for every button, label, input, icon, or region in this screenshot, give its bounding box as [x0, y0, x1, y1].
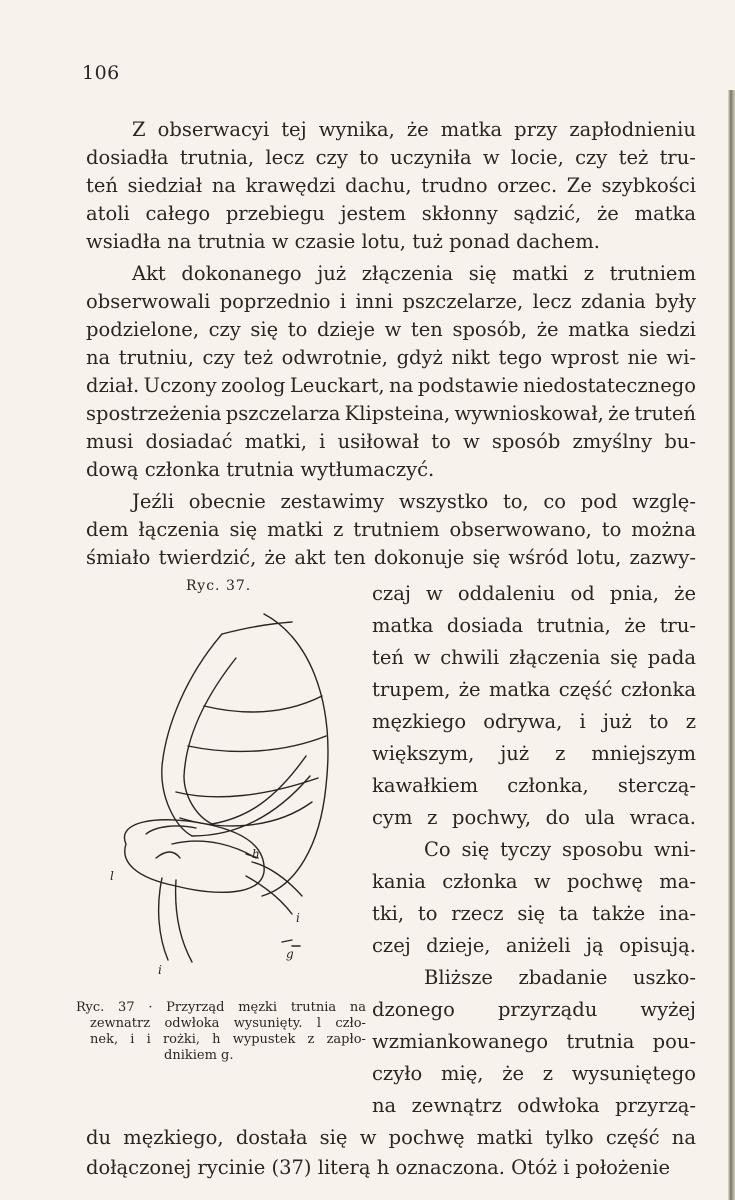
- word: z: [307, 1032, 315, 1047]
- word: się: [250, 318, 279, 341]
- word: sposobu: [562, 838, 644, 861]
- word: wi-: [666, 346, 696, 369]
- word: ten: [410, 318, 443, 341]
- word: i: [146, 1032, 151, 1047]
- word: w: [384, 318, 402, 341]
- word: już: [317, 262, 347, 285]
- text-line: wsiadła na trutnia w czasie lotu, tuż ponad dachem.: [86, 230, 600, 253]
- word: dokonuje: [373, 546, 465, 569]
- text-line: [86, 174, 696, 198]
- word: czło-: [335, 1016, 366, 1031]
- word: i: [339, 290, 347, 313]
- word: dosiadła: [86, 146, 169, 169]
- word: przebiegu: [225, 202, 325, 225]
- text-line: [86, 374, 696, 398]
- word: uczyniła: [390, 146, 472, 169]
- word: Ze: [566, 174, 592, 197]
- caption-line: [76, 1016, 366, 1032]
- word: matki,: [244, 430, 307, 453]
- caption-line: [76, 1000, 366, 1016]
- word: tego: [498, 346, 543, 369]
- word: krawędzi: [245, 174, 336, 197]
- text-line: [372, 742, 696, 766]
- word: trutniu,: [118, 346, 194, 369]
- word: sposób: [491, 430, 561, 453]
- caption-line: [76, 1032, 366, 1048]
- word: już: [500, 742, 530, 765]
- word: tru-: [659, 146, 696, 169]
- word: zapłodnieniu: [569, 118, 696, 141]
- word: łączenia: [138, 518, 220, 541]
- word: to: [601, 518, 622, 541]
- word: wypustek: [232, 1032, 296, 1047]
- word: gdyż: [396, 346, 443, 369]
- word: na: [349, 1000, 366, 1015]
- word: l: [316, 1016, 322, 1031]
- word: to: [287, 318, 308, 341]
- word: trutnia,: [536, 614, 611, 637]
- word: można: [631, 518, 696, 541]
- word: z: [333, 518, 344, 541]
- word: wyżej: [640, 998, 696, 1021]
- word: w: [482, 146, 500, 169]
- word: z: [685, 710, 696, 733]
- word: nek,: [90, 1032, 119, 1047]
- word: ta: [558, 902, 579, 925]
- word: wszystko: [398, 490, 489, 513]
- word: z: [583, 262, 594, 285]
- word: locie,: [510, 146, 564, 169]
- word: na: [86, 346, 111, 369]
- word: że: [406, 118, 429, 141]
- word: wni-: [653, 838, 696, 861]
- text-line: [372, 806, 696, 830]
- word: nikt: [451, 346, 490, 369]
- word: od: [570, 582, 595, 605]
- word: pou-: [652, 1030, 696, 1053]
- word: w: [359, 1126, 377, 1149]
- word: lecz: [265, 146, 305, 169]
- text-line: [86, 146, 696, 170]
- word: Jeźli: [132, 490, 175, 513]
- word: matki: [267, 518, 324, 541]
- word: i: [130, 1032, 135, 1047]
- word: obserwacyi: [157, 118, 270, 141]
- word: na: [211, 174, 237, 197]
- word: zewnatrz: [90, 1016, 151, 1031]
- word: dostała: [235, 1126, 308, 1149]
- word: szybkości: [601, 174, 696, 197]
- word: mniejszym: [591, 742, 696, 765]
- word: odwłoka: [517, 1094, 600, 1117]
- word: bu-: [664, 430, 696, 453]
- word: dział.: [86, 374, 140, 397]
- word: już: [602, 710, 632, 733]
- text-line: [372, 1030, 696, 1054]
- word: na: [372, 1094, 397, 1117]
- word: atoli: [86, 202, 130, 225]
- word: trutnia: [566, 1030, 635, 1053]
- word: to: [417, 902, 438, 925]
- page-number: 106: [82, 62, 120, 84]
- word: to: [431, 430, 451, 453]
- word: na: [671, 1126, 696, 1149]
- word: Bliższe: [424, 966, 493, 989]
- word: były: [655, 290, 696, 313]
- word: dosiada: [446, 614, 524, 637]
- text-line: dową członka trutnia wytłumaczyć.: [86, 458, 435, 481]
- word: także: [592, 902, 646, 925]
- word: zewnątrz: [411, 1094, 502, 1117]
- word: oddaleniu: [457, 582, 556, 605]
- word: zazwy-: [629, 546, 696, 569]
- word: złączenia: [361, 262, 454, 285]
- text-line: [86, 118, 696, 142]
- word: przyrządu: [497, 998, 598, 1021]
- word: teń: [86, 174, 118, 197]
- word: pochwę: [566, 870, 643, 893]
- word: tylko: [545, 1126, 594, 1149]
- figure-37-drone-organ: [96, 596, 362, 986]
- word: trutniem: [609, 262, 696, 285]
- word: że: [624, 614, 647, 637]
- word: pod: [580, 490, 618, 513]
- word: jestem: [340, 202, 406, 225]
- word: z: [427, 806, 438, 829]
- word: męzki: [238, 1000, 278, 1015]
- word: też: [618, 146, 649, 169]
- word: czy: [208, 318, 241, 341]
- word: czaj: [372, 582, 411, 605]
- word: nie: [627, 346, 658, 369]
- text-line: [86, 262, 696, 286]
- word: się: [468, 262, 497, 285]
- word: uszko-: [632, 966, 696, 989]
- word: czyło: [372, 1062, 423, 1085]
- word: dzieje: [316, 318, 376, 341]
- word: dzonego: [372, 998, 455, 1021]
- word: członka: [442, 870, 518, 893]
- word: dokonanego: [181, 262, 302, 285]
- text-line: [372, 774, 696, 798]
- text-line: [372, 582, 696, 606]
- word: zoolog: [221, 374, 286, 397]
- word: się: [461, 838, 490, 861]
- word: podzielone,: [86, 318, 200, 341]
- text-line: [372, 934, 696, 958]
- word: większym,: [372, 742, 475, 765]
- caption-line: dnikiem g.: [164, 1048, 234, 1063]
- word: matki: [476, 1126, 533, 1149]
- word: Uczony: [143, 374, 217, 397]
- word: zdania: [580, 290, 646, 313]
- word: truteń: [634, 402, 696, 425]
- text-line: [372, 710, 696, 734]
- word: że: [458, 678, 481, 701]
- word: w: [533, 870, 551, 893]
- word: wzmiankowanego: [372, 1030, 549, 1053]
- word: wraca.: [629, 806, 696, 829]
- word: Ryc.: [76, 1000, 105, 1015]
- word: lotu,: [576, 546, 622, 569]
- text-line: [372, 1094, 696, 1118]
- text-line: [372, 678, 696, 702]
- word: trudno: [421, 174, 488, 197]
- word: przy: [514, 118, 558, 141]
- word: czy: [315, 146, 348, 169]
- word: sądzić,: [513, 202, 582, 225]
- word: też: [243, 346, 273, 369]
- word: ina-: [658, 902, 696, 925]
- word: Klipsteina,: [344, 402, 451, 425]
- text-line: [372, 902, 696, 926]
- word: wysuniętego: [571, 1062, 696, 1085]
- word: matka: [488, 678, 551, 701]
- word: sposób,: [452, 318, 528, 341]
- word: ula: [584, 806, 615, 829]
- word: się: [610, 646, 638, 669]
- figure-letter-h: h: [252, 847, 260, 861]
- word: kania: [372, 870, 426, 893]
- word: męzkiego: [372, 710, 467, 733]
- text-line: [424, 838, 696, 862]
- word: wprost: [550, 346, 619, 369]
- word: odwłoka: [164, 1016, 220, 1031]
- word: 37: [118, 1000, 135, 1015]
- word: orzec.: [497, 174, 558, 197]
- word: obserwowano,: [449, 518, 592, 541]
- word: inni: [355, 290, 394, 313]
- text-line: [372, 646, 696, 670]
- word: tyczy: [500, 838, 552, 861]
- word: siedzi: [639, 318, 696, 341]
- word: wysunięty.: [233, 1016, 303, 1031]
- word: matki: [512, 262, 569, 285]
- word: wywnioskował,: [454, 402, 604, 425]
- word: tki,: [372, 902, 405, 925]
- text-line: [86, 1126, 696, 1150]
- word: kawałkiem: [372, 774, 479, 797]
- word: twierdzić,: [158, 546, 257, 569]
- word: ma-: [659, 870, 696, 893]
- word: pada: [647, 646, 696, 669]
- word: zmyślny: [572, 430, 653, 453]
- word: poprzednio: [219, 290, 331, 313]
- word: w: [413, 646, 431, 669]
- word: zestawimy: [280, 490, 385, 513]
- word: i: [579, 710, 586, 733]
- word: spostrzeżenia: [86, 402, 222, 425]
- word: że: [536, 318, 559, 341]
- figure-caption: [76, 1000, 366, 1064]
- text-line: [86, 490, 696, 514]
- word: całego: [145, 202, 211, 225]
- word: czy: [202, 346, 235, 369]
- word: musi: [86, 430, 134, 453]
- word: ją: [586, 934, 604, 957]
- word: się: [517, 902, 546, 925]
- word: z: [555, 742, 566, 765]
- word: dzieje,: [426, 934, 491, 957]
- word: Co: [424, 838, 451, 861]
- figure-letter-l: l: [110, 869, 114, 883]
- word: na: [389, 374, 414, 397]
- word: obecnie: [188, 490, 266, 513]
- word: matka: [440, 118, 503, 141]
- text-line: [424, 966, 696, 990]
- word: Leuckart,: [289, 374, 385, 397]
- word: pszczelarze,: [402, 290, 524, 313]
- word: złączenia: [508, 646, 601, 669]
- word: członka,: [507, 774, 589, 797]
- word: męzkiego,: [123, 1126, 224, 1149]
- word: skłonny: [421, 202, 498, 225]
- text-line: [86, 430, 696, 454]
- word: śmiało: [86, 546, 151, 569]
- word: to,: [502, 490, 529, 513]
- figure-letter-i: i: [296, 911, 300, 925]
- word: że: [597, 202, 619, 225]
- text-line: [86, 346, 696, 370]
- word: pszczelarza: [225, 402, 341, 425]
- word: matka: [372, 614, 434, 637]
- text-line: [372, 870, 696, 894]
- text-line: [86, 202, 696, 226]
- word: że: [264, 546, 287, 569]
- word: że: [608, 402, 630, 425]
- word: podstawie: [417, 374, 519, 397]
- word: przyrzą-: [615, 1094, 696, 1117]
- word: usiłował: [337, 430, 420, 453]
- word: trupem,: [372, 678, 451, 701]
- word: wśród: [508, 546, 569, 569]
- word: część: [605, 1126, 660, 1149]
- word: zbadanie: [518, 966, 608, 989]
- word: odrywa,: [483, 710, 563, 733]
- word: sterczą-: [617, 774, 696, 797]
- word: mię,: [441, 1062, 484, 1085]
- word: czej: [372, 934, 411, 957]
- word: dem: [86, 518, 129, 541]
- figure-letter-g: g: [286, 947, 294, 961]
- word: w: [426, 582, 443, 605]
- word: ·: [148, 1000, 153, 1015]
- word: Z: [132, 118, 146, 141]
- word: siedział: [127, 174, 203, 197]
- word: zapło-: [326, 1032, 366, 1047]
- word: że: [502, 1062, 525, 1085]
- word: opisują.: [619, 934, 696, 957]
- word: dachu,: [345, 174, 412, 197]
- word: rożki,: [162, 1032, 200, 1047]
- word: Przyrząd: [166, 1000, 225, 1015]
- word: w: [463, 430, 480, 453]
- word: niedostatecznego: [523, 374, 696, 397]
- word: pochwę: [388, 1126, 465, 1149]
- text-line: [372, 998, 696, 1022]
- word: cym: [372, 806, 413, 829]
- word: czy: [575, 146, 608, 169]
- text-line: [86, 402, 696, 426]
- word: tru-: [659, 614, 696, 637]
- text-line: [86, 546, 696, 570]
- word: obserwowali: [86, 290, 211, 313]
- word: odwrotnie,: [281, 346, 388, 369]
- word: co: [543, 490, 567, 513]
- figure-label: Ryc. 37.: [186, 578, 252, 594]
- word: aniżeli: [505, 934, 571, 957]
- text-line: [86, 518, 696, 542]
- word: i: [319, 430, 326, 453]
- page-edge-shadow: [728, 90, 735, 1200]
- word: to: [359, 146, 379, 169]
- word: wzglę-: [632, 490, 696, 513]
- word: pochwy,: [452, 806, 532, 829]
- word: teń: [372, 646, 404, 669]
- word: z: [542, 1062, 554, 1085]
- word: wynika,: [318, 118, 395, 141]
- word: rzecz: [451, 902, 504, 925]
- word: trutnia: [290, 1000, 337, 1015]
- word: Akt: [132, 262, 166, 285]
- word: członka: [620, 678, 696, 701]
- word: część: [558, 678, 613, 701]
- word: ten: [333, 546, 366, 569]
- word: tej: [281, 118, 307, 141]
- word: chwili: [440, 646, 500, 669]
- word: akt: [294, 546, 326, 569]
- word: się: [319, 1126, 348, 1149]
- word: to: [648, 710, 669, 733]
- text-line: [86, 290, 696, 314]
- word: matka: [568, 318, 630, 341]
- word: dosiadać: [145, 430, 233, 453]
- text-line: [372, 1062, 696, 1086]
- text-line: dołączonej rycinie (37) literą h oznaczona. Otóż i położenie: [86, 1156, 671, 1179]
- figure-letter-i: i: [158, 963, 162, 977]
- word: pnia,: [609, 582, 660, 605]
- word: że: [674, 582, 696, 605]
- text-line: [372, 614, 696, 638]
- word: trutnia,: [179, 146, 255, 169]
- word: lecz: [532, 290, 572, 313]
- word: się: [229, 518, 258, 541]
- word: się: [472, 546, 501, 569]
- text-line: [86, 318, 696, 342]
- word: du: [86, 1126, 112, 1149]
- word: matka: [634, 202, 696, 225]
- word: h: [212, 1032, 221, 1047]
- word: trutniem: [353, 518, 440, 541]
- word: do: [545, 806, 570, 829]
